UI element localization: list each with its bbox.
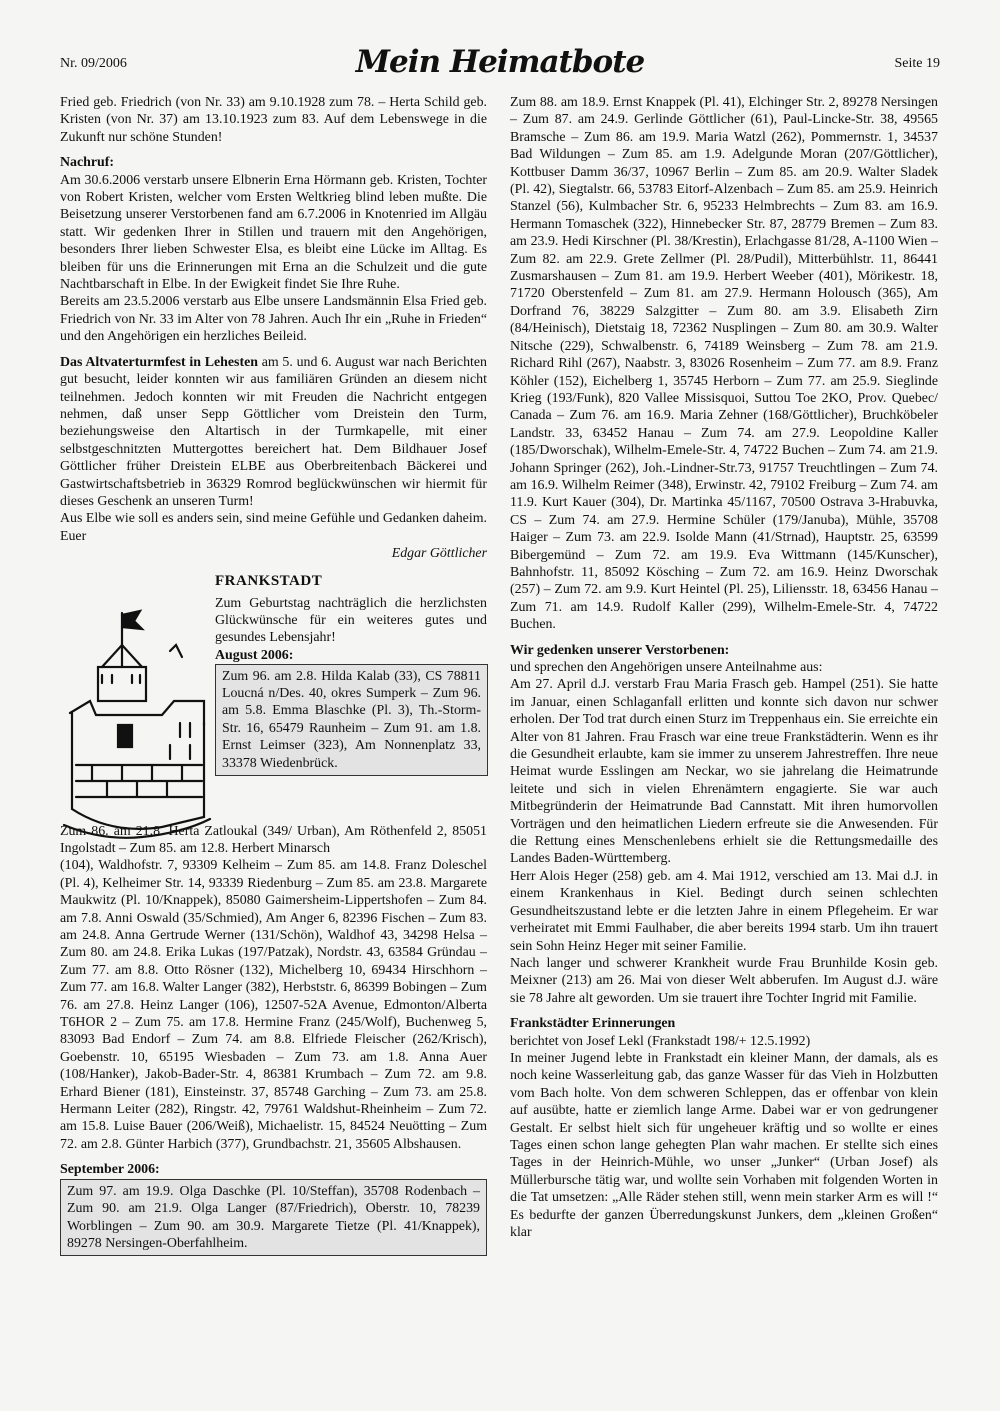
september-birthday-list: Zum 88. am 18.9. Ernst Knappek (Pl. 41), Elchinger Str. 2, 89278 Nersingen – Zum 87. am 24.9. Gerlinde Göttlicher (61), Paul-Lincke-Str. 38, 49565 Bramsche – Zum 86. am 19.9. Maria Watzl (262), Pommernstr. 1, 34537 Bad Wildungen – Zum 85. am 1.9. Adelgunde Moran (207/Göttlicher), Kottbuser Damm 36/37, 10967 Berlin – Zum 85. am 20.9. Walter Sladek (Pl. 42), Siegtalstr. 66, 53783 Eitorf-Alzenbach – Zum 85. am 25.9. Heinrich Stanzel (56), Kulmbacher Str. 6, 95233 Helmbrechts – Zum 83. am 16.9. Hermann Tomaschek (322), Hinnebecker Str. 87, 28779 Bremen – Zum 83. am 23.9. Hedi Kirschner (Pl. 38/Krestin), Erlachgasse 81/28, A-1100 Wien – Zum 82. am 22.9. Grete Zellmer (Pl. 28/Pudil), Mitterbühlstr. 11, 86441 Zusmarshausen – Zum 81. am 19.9. Herbert Weeber (401), Mörikestr. 18, 71720 Oberstenfeld – Zum 81. am 27.9. Hermann Holousch (365), Am Dorfrand 76, 38229 Salzgitter – Zum 80. am 3.9. Elisabeth Zirn (84/Heinisch), Dietstaig 18, 72362 Nusplingen – Zum 80. am 30.9. Walter Nitsche (229), Schwalbenstr. 6, 74189 Weinsberg – Zum 78. am 21.9. Richard Rihl (267), Naabstr. 3, 83026 Rosenheim – Zum 77. am 8.9. Franz Köhler (152), Eichelberg 1, 35745 Herborn – Zum 77. am 25.9. Sieglinde Krieg (193/Funk), 820 Vallee Missisquoi, Suttou Toe 2KO, Prov. Quebec/ Canada – Zum 76. am 16.9. Maria Zehner (168/Göttlicher), Bruchköbeler Landstr. 33, 63452 Hanau – Zum 74. am 27.9. Leopoldine Kaller (185/Dworschak), Wilhelm-Emele-Str. 4, 74722 Buchen – Zum 74. am 21.9. Johann Springer (262), Joh.-Lindner-Str.73, 91757 Treuchtlingen – Zum 74. am 16.9. Wilhelm Reimer (348), Erwinstr. 42, 79102 Freiburg – Zum 74. am 11.9. Kurt Kauer (304), Dr. Martinka 45/1167, 70500 Ostrava 3-Hrabuvka, CS – Zum 74. am 27.9. Hermine Schüler (179/Januba), Mühle, 35708 Haiger – Zum 73. am 22.9. Isolde Mann (41/Strnad), Hauptstr. 25, 63599 Bibergemünd – Zum 72. am 19.9. Eva Wittmann (145/Kunscher), Bahnhofstr. 11, 85092 Kösching – Zum 72. am 16.9. Heinz Dworschak (257) – Zum 72. am 9.9. Kurt Heintel (Pl. 25), Liliensstr. 18, 63456 Hanau – Zum 71. am 14.9. Rudolf Kaller (299), Wilhelm-Emele-Str. 4, 74722 Buchen. (510, 95, 938, 633)
nachruf-heading: Nachruf: (60, 155, 115, 171)
altvater-paragraph (60, 354, 487, 511)
right-column (510, 94, 938, 1241)
verstorbene-heger: Herr Alois Heger (258) geb. am 4. Mai 1912, verschied am 13. Mai d.J. in einem Krankenhaus in Kiel. Bedingt durch seinen schlechten Gesundheitszustand lebte er die letzten Jahre in einem Pflegeheim. Er war verheiratet mit Emmi Faulhaber, die aber bereits 1994 starb. Um ihn trauert sein Sohn Heinz Heger mit seiner Familie. (510, 868, 938, 954)
closing-line: Aus Elbe wie soll es anders sein, sind meine Gefühle und Gedanken daheim. Euer (60, 511, 487, 544)
nachruf-paragraph-1: Am 30.6.2006 verstarb unsere Elbnerin Erna Hörmann geb. Kristen, Tochter von Robert Kristen, welcher vom Ersten Weltkrieg blind leben mußte. Die Beisetzung unserer Verstorbenen fand am 6.7.2006 in Knotenried im Allgäu statt. Wir gedenken Ihrer in Stillen und trauern mit den Angehörigen, besonders Ihrer lieben Schwester Elsa, es bleibt eine Lücke im Alltag. Es bleiben für uns die Erinnerungen mit Erna an die Schulzeit und die gute Nachtbarschaft in Elbe. In der Ewigkeit findet Sie Ihre Ruhe. (60, 172, 487, 293)
september-heading: September 2006: (60, 1162, 160, 1178)
erinnerungen-byline: berichtet von Josef Lekl (Frankstadt 198/+ 12.5.1992) (510, 1033, 811, 1049)
august-heading: August 2006: (215, 647, 294, 663)
nachruf-paragraph-2: Bereits am 23.5.2006 verstarb aus Elbe unsere Landsmännin Elsa Fried geb. Friedrich von Nr. 33 im Alter von 78 Jahren. Auch Ihr ein „Ruhe in Frieden“ und den Angehörigen ein herzliches Beileid. (60, 294, 487, 345)
verstorbene-frasch: Am 27. April d.J. verstarb Frau Maria Frasch geb. Hampel (251). Sie hatte im Januar, einen Schlaganfall erlitten und konnte sich davon nur schwer erholen. Der Tod trat durch einen Sturz im Treppenhaus ein. Sie erreichte ein Alter von 81 Jahren. Frau Frasch war eine treue Frankstädterin. Wenn es ihr die Gesundheit erlaubte, kam sie immer zu unserem Jahrestreffen. Ihre neue Heimat wurde Esslingen am Neckar, wo sie jahrelang die Heimatrunde leitete und sich in vielen Ehrenämtern engagierte. Sie war auch Mitbegründerin der Heimatrunde Bad Cannstatt. Mit ihren humorvollen Vorträgen und den heimatlichen Liedern erfreute sie die Anwesenden. Für die Rettung eines Menschenlebens erhielt sie die Rettungsmedaille des Landes Baden-Württemberg. (510, 677, 938, 867)
frankstadt-intro-text: Zum Geburtstag nachträglich die herzlichsten Glückwünsche für ein weiteres gutes und gesundes Lebensjahr! (215, 595, 487, 646)
frankstadt-section (60, 573, 487, 823)
september-highlight-box: Zum 97. am 19.9. Olga Daschke (Pl. 10/Steffan), 35708 Rodenbach – Zum 90. am 21.9. Olga Langer (87/Friedrich), Oberstr. 10, 78239 Worblingen – Zum 90. am 30.9. Margarete Tietze (Pl. 41/Knappek), 89278 Nersingen-Oberfahlheim. (60, 1179, 487, 1257)
signature: Edgar Göttlicher (391, 546, 487, 562)
page-header (60, 40, 940, 80)
left-column (60, 94, 487, 1256)
verstorbene-heading: Wir gedenken unserer Verstorbenen: (510, 642, 730, 658)
erinnerungen-heading: Frankstädter Erinnerungen (510, 1016, 676, 1032)
issue-number: Nr. 09/2006 (60, 56, 127, 71)
august-list: (104), Waldhofstr. 7, 93309 Kelheim – Zum 85. am 14.8. Franz Doleschel (Pl. 4), Kelheimer Str. 14, 93339 Riedenburg – Zum 85. am 23.8. Margarete Maukwitz (Pl. 10/Knappek), 85080 Gaimersheim-Lippertshofen – Zum 84. am 7.8. Anni Oswald (35/Schmied), Am Anger 6, 82396 Fischen – Zum 83. am 24.8. Anna Gertrude Werner (131/Schön), Waldhof 43, 34298 Helsa – Zum 80. am 24.8. Erika Lukas (197/Patzak), Nordstr. 43, 63584 Gründau – Zum 77. am 8.8. Otto Rösner (132), Michelberg 10, 69434 Hirschhorn – Zum 77. am 16.8. Walter Langer (382), Herbststr. 6, 86399 Bobingen – Zum 76. am 27.8. Heinz Langer (106), 12507-52A Avenue, Edmonton/Alberta T6HOR 2 – Zum 75. am 17.8. Hermine Franz (245/Wolf), Buchenweg 5, 83093 Bad Endorf – Zum 74. am 8.8. Elfriede Fleischer (262/Krisch), Goebenstr. 10, 65195 Wiesbaden – Zum 73. am 1.8. Anna Auer (108/Hanker), Jakob-Bader-Str. 4, 86381 Krumbach – Zum 72. am 9.8. Erhard Biener (181), Einsteinstr. 37, 85748 Garching – Zum 73. am 25.8. Hermann Leiter (282), Ringstr. 42, 79761 Waldshut-Rheinheim – Zum 72. am 15.8. Luise Bauer (206/Weiß), Michaelistr. 15, 84524 Neuötting – Zum 72. am 2.8. Günter Harbich (377), Grundbachstr. 21, 35605 Albshausen. (60, 858, 487, 1152)
page-number: Seite 19 (894, 56, 940, 71)
frankstadt-title: FRANKSTADT (215, 572, 323, 589)
intro-paragraph: Fried geb. Friedrich (von Nr. 33) am 9.10.1928 zum 78. – Herta Schild geb. Kristen (von Nr. 37) am 13.10.1923 zum 83. Auf dem Lebenswege in die Zukunft nur schöne Stunden! (60, 95, 487, 145)
august-list-wrap: Zum 86. am 21.8. Herta Zatloukal (349/ Urban), Am Röthenfeld 2, 85051 Ingolstadt – Zum 85. am 12.8. Herbert Minarsch (60, 823, 487, 856)
erinnerungen-text: In meiner Jugend lebte in Frankstadt ein kleiner Mann, der damals, als es noch keine Wasserleitung gab, das ganze Wasser für das Vieh in Holzbutten vom Bach holte. Von dem schweren Schleppen, das er offenbar von klein auf ausübte, hatte er ziemlich lange Arme. Dabei war er von gedrungener Gestalt. Er selbst hielt sich für ungeheuer kräftig und so wollte er eines Tages einen schon lange gehegten Plan wahr machen. Er stellte sich eines Tages in der Heinrich-Mühle, wo unser „Junker“ (Urban Josef) als Müllerbursche tätig war, und wollte sein Vorhaben mit folgenden Worten in die Tat umsetzen: „Alle Räder stehen still, wenn mein starker Arm es will !“ Es bedurfte der ganzen Überredungskunst Junkers, dem „kleinen Großen“ klar (510, 1050, 938, 1240)
verstorbene-intro: und sprechen den Angehörigen unsere Anteilnahme aus: (510, 660, 823, 675)
frankstadt-intro (215, 595, 487, 665)
august-highlight-box: Zum 96. am 2.8. Hilda Kalab (33), CS 78811 Loucná n/Des. 40, okres Sumperk – Zum 96. am 5.8. Emma Blaschke (Pl. 3), Th.-Storm-Str. 16, 65479 Raunheim – Zum 91. am 1.8. Ernst Leimser (323), Am Nonnenplatz 33, 33378 Wiedenbrück. (215, 664, 488, 776)
tower-drawing-icon (62, 605, 212, 841)
altvater-text: am 5. und 6. August war nach Berichten gut besucht, leider konnten wir aus familiären Gründen an diesem nicht teilnehmen. Jedoch konnten wir mit Freuden die Nachricht entgegen nehmen, daß unser Sepp Göttlicher vom Dreistein den Turm, beziehungsweise den Altartisch in der Turmkapelle, mit einer selbstgeschnitzten Muttergottes bereichert hat. Dem Bildhauer Josef Göttlicher früher Dreistein ELBE aus Oberbreitenbach Bäckerei und Gastwirtschaftsbetrieb in 36329 Romrod beglückwünschen wir hiermit für dieses Geschenk an unseren Turm! (60, 354, 488, 509)
verstorbene-kosin: Nach langer und schwerer Krankheit wurde Frau Brunhilde Kosin geb. Meixner (213) am 26. Mai von dieser Welt abberufen. Im August d.J. wäre sie 78 Jahre alt geworden. Um sie trauert ihre Tochter Ingrid mit Familie. (510, 955, 938, 1006)
altvater-heading: Das Altvaterturmfest in Lehesten (60, 354, 258, 370)
signature-row (60, 545, 487, 562)
masthead-logo: Mein Heimatbote (355, 44, 645, 80)
